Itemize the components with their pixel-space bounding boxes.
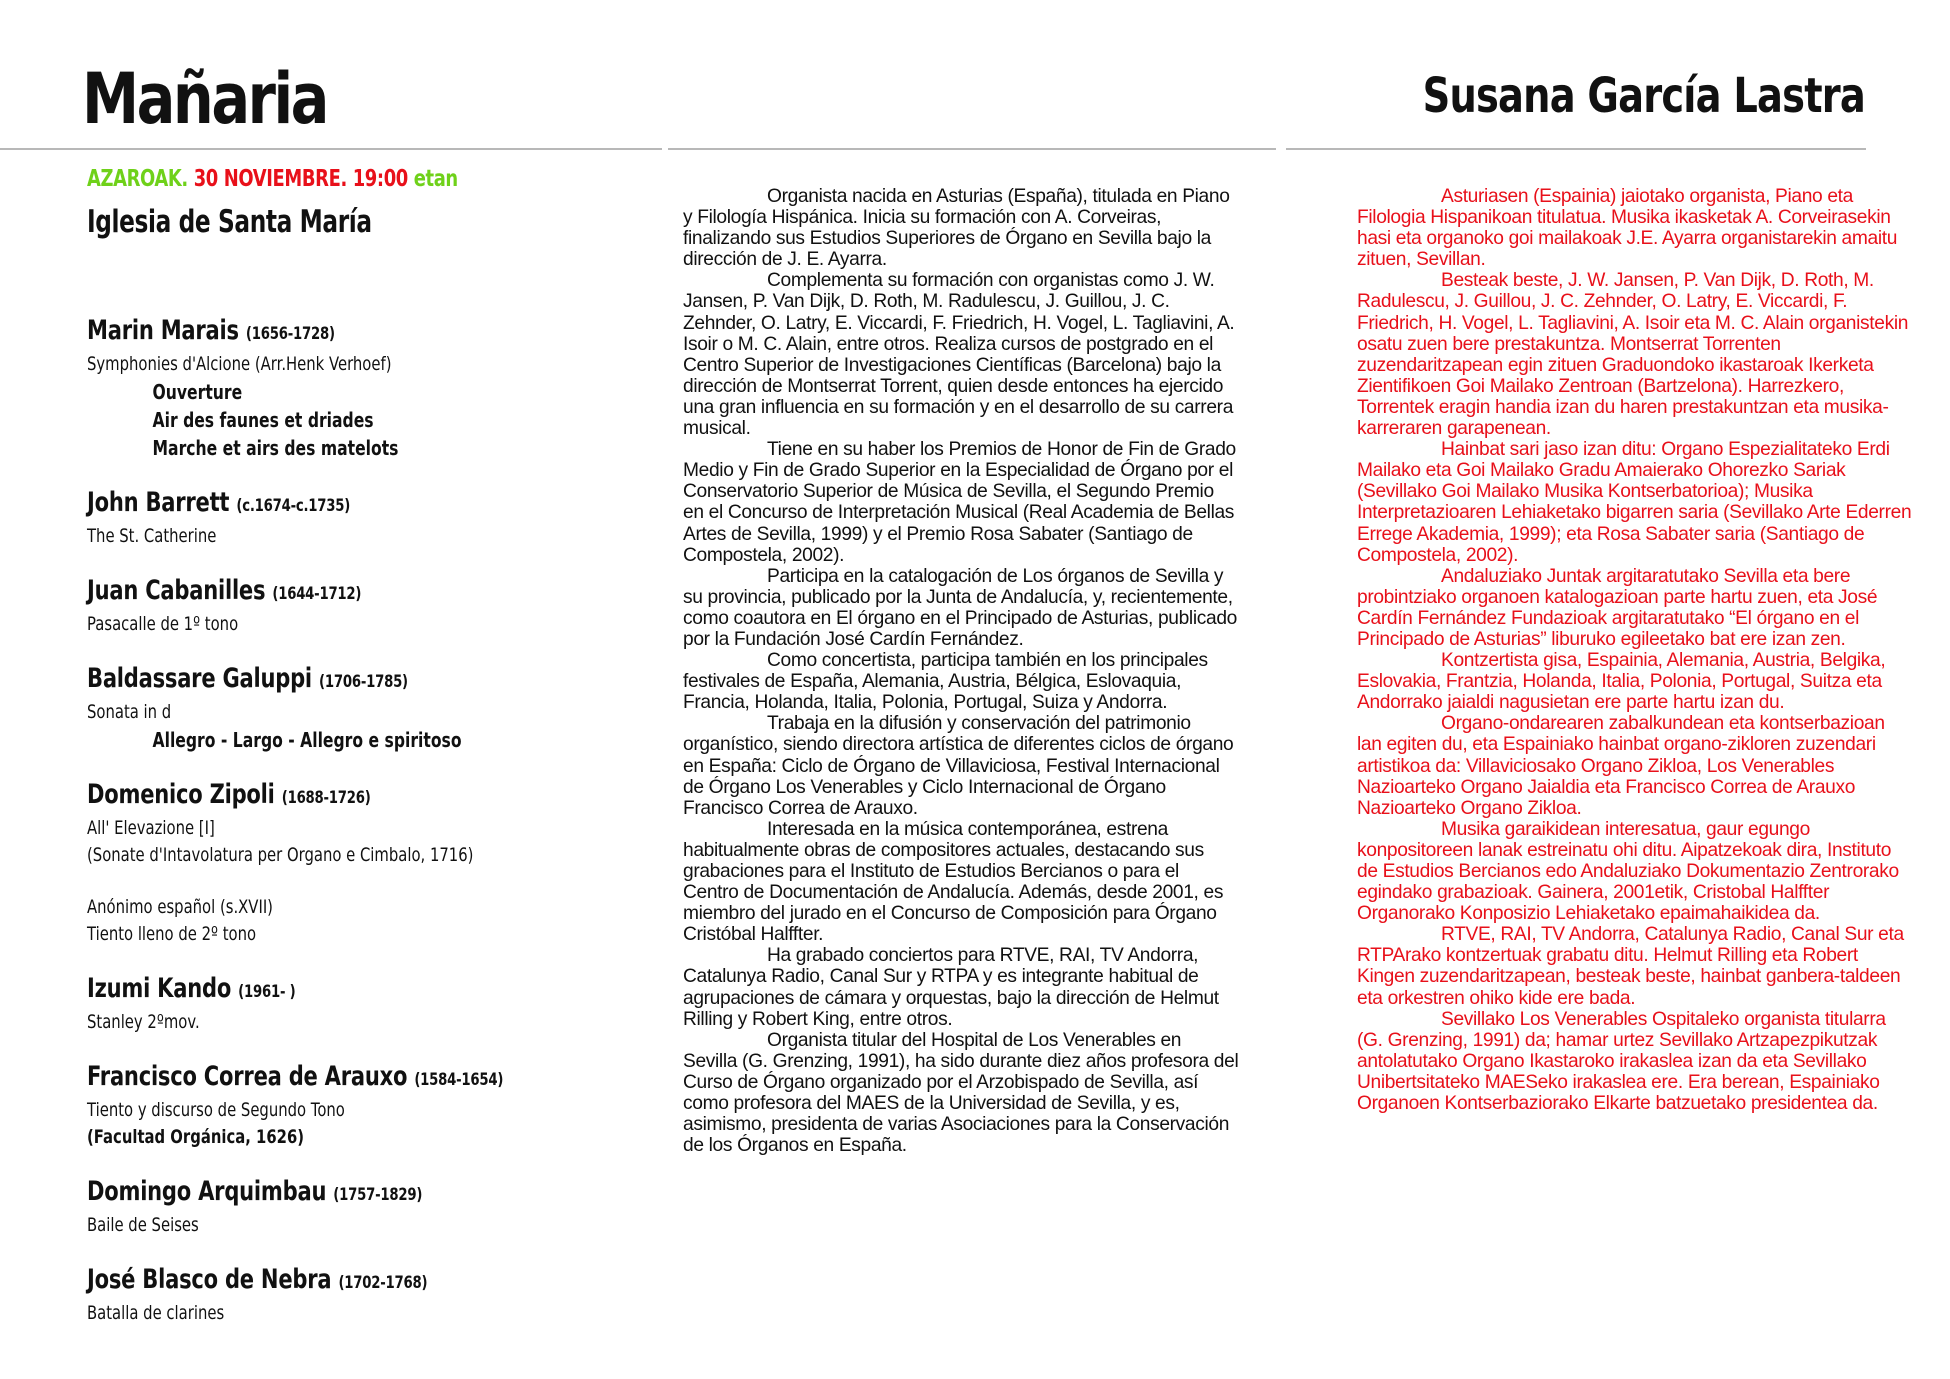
work-title: Symphonies d'Alcione (Arr.Henk Verhoef) [87,353,392,375]
bio-paragraph: Ha grabado conciertos para RTVE, RAI, TV Andorra, Catalunya Radio, Canal Sur y RTPA y es integrante habitual de agrupaciones de cámara y orquestas, bajo la dirección de Helmut Rilling y Robert King, entre otros. [683,945,1219,1030]
composer: Juan Cabanilles (1644-1712) [87,575,362,606]
composer-dates: (1706-1785) [319,672,408,692]
composer-dates: (1702-1768) [338,1273,428,1293]
bio-paragraph: Kontzertista gisa, Espainia, Alemania, Austria, Belgika, Eslovakia, Frantzia, Holanda, Italia, Polonia, Portugal, Suitza eta Andorrako jaialdi nagusietan ere parte hartu izan du. [1357,650,1886,714]
header-rule-left [0,148,662,150]
date-line [87,166,555,192]
composer-dates: (1644-1712) [272,584,362,604]
bio-paragraph: Musika garaikidean interesatua, gaur egungo konpositoreen lanak estreinatu ohi ditu. Aipatzekoak dira, Instituto de Estudios Bercianos edo Andaluziako Dokumentazio Zentrorako egindako grabazioak. Gainera, 2001etik, Cristobal Halffter Organorako Konposizio Lehiaketako epaimahaikidea da. [1357,818,1899,925]
program-item [87,486,687,550]
program-item [87,1060,687,1151]
composer: Francisco Correa de Arauxo (1584-1654) [87,1061,504,1092]
program-item [87,893,687,948]
header-rule-middle [668,148,1276,150]
work-title: The St. Catherine [87,525,217,547]
bio-paragraph: Trabaja en la difusión y conservación del patrimonio organístico, siendo directora artística de diferentes ciclos de órgano en España: Ciclo de Órgano de Villaviciosa, Festival Internacional de Órgano Los Venerables y Ciclo Internacional de Órgano Francisco Correa de Arauxo. [683,713,1234,819]
movement: Air des faunes et driades [152,408,374,432]
work-source: (Sonate d'Intavolatura per Organo e Cimbalo, 1716) [87,844,474,866]
composer: Marin Marais (1656-1728) [87,315,335,346]
work-title: Batalla de clarines [87,1302,225,1324]
work-title: Pasacalle de 1º tono [87,613,239,635]
bio-paragraph: Organista nacida en Asturias (España), titulada en Piano y Filología Hispánica. Inicia su formación con A. Corveiras, finalizando sus Estudios Superiores de Órgano en Sevilla bajo la dirección de J. E. Ayarra. [683,186,1230,271]
bio-paragraph: Como concertista, participa también en los principales festivales de España, Alemania, Austria, Bélgica, Eslovaquia, Francia, Holanda, Italia, Polonia, Portugal, Suiza y Andorra. [683,650,1208,714]
header-rule-right [1286,148,1866,150]
work-title: Stanley 2ºmov. [87,1011,200,1033]
composer-dates: (c.1674-c.1735) [236,496,351,516]
biography-spanish [683,186,1239,1156]
composer-dates: (1688-1726) [281,788,371,808]
composer: Baldassare Galuppi (1706-1785) [87,663,408,694]
bio-paragraph: Besteak beste, J. W. Jansen, P. Van Dijk, D. Roth, M. Radulescu, J. Guillou, J. C. Zehnder, O. Latry, E. Viccardi, F. Friedrich, H. Vogel, L. Tagliavini, A. Isoir eta M. C. Alain organistekin osatu zuen bere prestakuntza. Montserrat Torrenten zuzendaritzapean egin zituen Graduondoko ikastaroak Ikerketa Zientifikoen Goi Mailako Zentroan (Bartzelona). Harrezkero, Torrentek eragin handia izan du haren prestakuntzan eta musika-karreraren garapenean. [1357,270,1909,440]
composer: Izumi Kando (1961- ) [87,973,296,1004]
program-item [87,574,687,638]
program-item [87,778,687,869]
program-item [87,662,687,754]
bio-paragraph: Hainbat sari jaso izan ditu: Organo Espezialitateko Erdi Mailako eta Goi Mailako Gradu Amaierako Ohorezko Sariak (Sevillako Goi Mailako Musika Kontserbatorioa); Musika Interpretazioaren Lehiaketako bigarren saria (Sevillako Arte Ederren Errege Akademia, 1999); eta Rosa Sabater saria (Santiago de Compostela, 2002). [1357,439,1912,566]
program-item [87,1175,687,1239]
movement: Allegro - Largo - Allegro e spiritoso [152,728,462,752]
work-title: Tiento lleno de 2º tono [87,923,257,945]
composer-dates: (1656-1728) [245,324,335,344]
program-list [87,314,687,1327]
work-title: Tiento y discurso de Segundo Tono [87,1099,345,1121]
work-title: All' Elevazione [I] [87,817,215,839]
bio-paragraph: Asturiasen (Espainia) jaiotako organista, Piano eta Filologia Hispanikoan titulatua. Musika ikasketak A. Corveirasekin hasi eta organoko goi mailakoak J.E. Ayarra organistarekin amaitu zituen, Sevillan. [1357,186,1898,271]
biography-basque [1357,186,1913,1114]
program-item [87,1263,687,1327]
bio-paragraph: RTVE, RAI, TV Andorra, Catalunya Radio, Canal Sur eta RTPArako kontzertuak grabatu ditu. Helmut Rilling eta Robert Kingen zuzendaritzapean, besteak beste, hainbat ganbera-taldeen eta orkestren ohiko kide ere bada. [1357,924,1904,1009]
composer: Domenico Zipoli (1688-1726) [87,779,371,810]
work-source: (Facultad Orgánica, 1626) [87,1126,305,1148]
composer-dates: (1584-1654) [414,1070,504,1090]
work-title: Baile de Seises [87,1214,199,1236]
performer-name: Susana García Lastra [1422,68,1865,124]
bio-paragraph: Tiene en su haber los Premios de Honor de Fin de Grado Medio y Fin de Grado Superior en la Especialidad de Órgano por el Conservatorio Superior de Música de Sevilla, el Segundo Premio en el Concurso de Interpretación Musical (Real Academia de Bellas Artes de Sevilla, 1999) y el Premio Rosa Sabater (Santiago de Compostela, 2002). [683,439,1236,566]
bio-paragraph: Interesada en la música contemporánea, estrena habitualmente obras de compositores actuales, destacando sus grabaciones para el Instituto de Estudios Bercianos o para el Centro de Documentación de Andalucía. Además, desde 2001, es miembro del jurado en el Concurso de Composición para Órgano Cristóbal Halffter. [683,818,1224,946]
composer-dates: (1961- ) [238,982,296,1002]
program-item [87,972,687,1036]
composer: John Barrett (c.1674-c.1735) [87,487,351,518]
bio-paragraph: Participa en la catalogación de Los órganos de Sevilla y su provincia, publicado por la Junta de Andalucía, y, recientemente, como coautora en El órgano en el Principado de Asturias, publicado por la Fundación José Cardín Fernández. [683,565,1237,650]
composer: José Blasco de Nebra (1702-1768) [87,1264,428,1295]
program-item [87,314,687,462]
bio-paragraph: Complementa su formación con organistas como J. W. Jansen, P. Van Dijk, D. Roth, M. Radulescu, J. Guillou, J. C. Zehnder, O. Latry, E. Viccardi, F. Friedrich, H. Vogel, L. Tagliavini, A. Isoir o M. C. Alain, entre otros. Realiza cursos de postgrado en el Centro Superior de Investigaciones Científicas (Barcelona) bajo la dirección de Montserrat Torrent, quien desde entonces ha ejercido una gran influencia en su formación y en el desarrollo de su carrera musical. [683,270,1235,440]
date-suffix: etan [413,166,458,192]
bio-paragraph: Andaluziako Juntak argitaratutako Sevilla eta bere probintziako organoen katalogazioan parte hartu zuen, eta José Cardín Fernández Fundazioak argitaratutako “El órgano en el Principado de Asturias” liburuko egileetako bat ere izan zen. [1357,565,1878,650]
movement: Marche et airs des matelots [152,436,399,460]
date-basque: AZAROAK. [87,166,188,192]
date-spanish: 30 NOVIEMBRE. 19:00 [193,166,408,192]
town-title: Mañaria [82,58,327,140]
bio-paragraph: Organista titular del Hospital de Los Venerables en Sevilla (G. Grenzing, 1991), ha sido durante diez años profesora del Curso de Órgano organizado por el Arzobispado de Sevilla, así como profesora del MAES de la Universidad de Sevilla, y es, asimismo, presidenta de varias Asociaciones para la Conservación de los Órganos en España. [683,1029,1239,1157]
bio-paragraph: Organo-ondarearen zabalkundean eta kontserbazioan lan egiten du, eta Espainiako hainbat organo-zikloren zuzendari artistikoa da: Villaviciosako Organo Zikloa, Los Venerables Nazioarteko Organo Jaialdia eta Francisco Correa de Arauxo Nazioarteko Organo Zikloa. [1357,713,1885,819]
bio-paragraph: Sevillako Los Venerables Ospitaleko organista titularra (G. Grenzing, 1991) da; hamar urtez Sevillako Artzapezpikutzak antolatutako Organo Ikastaroko irakaslea izan da eta Sevillako Unibertsitateko MAESeko irakaslea ere. Era berean, Espainiako Organoen Kontserbaziorako Elkarte batzuetako presidentea da. [1357,1008,1886,1115]
composer: Domingo Arquimbau (1757-1829) [87,1176,423,1207]
movement: Ouverture [152,380,243,404]
venue: Iglesia de Santa María [87,204,372,240]
work-title: Sonata in d [87,701,172,723]
program-column [87,166,687,1351]
anonymous-composer: Anónimo español (s.XVII) [87,896,273,918]
composer-dates: (1757-1829) [333,1185,423,1205]
